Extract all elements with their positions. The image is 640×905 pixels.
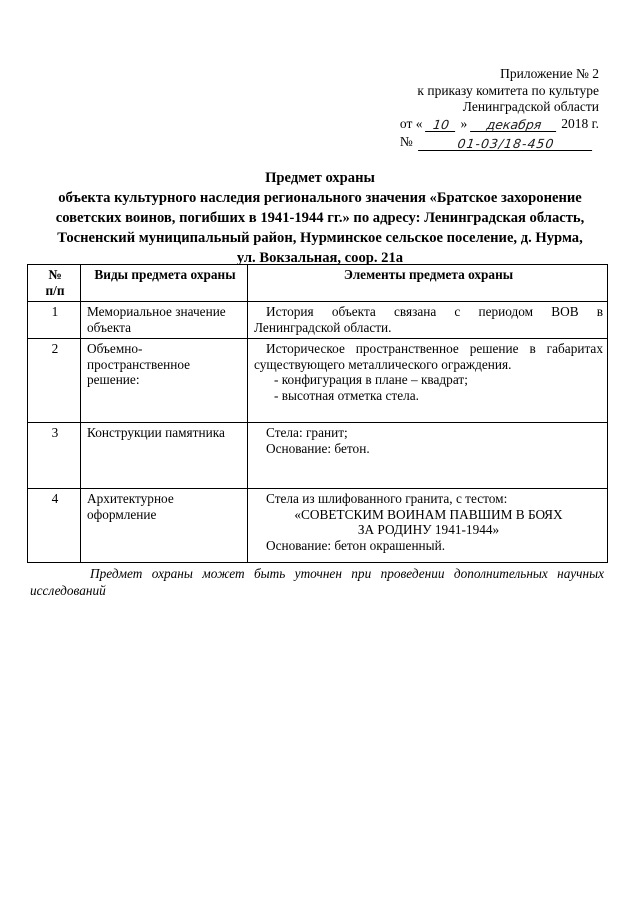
row-elements: Стела: гранит; Основание: бетон. (248, 423, 608, 489)
date-mid: » (460, 115, 468, 131)
table-row (28, 423, 608, 489)
header-number: № п/п (28, 265, 81, 302)
row-kind: Мемориальное значение объекта (81, 302, 248, 339)
footnote (30, 565, 604, 599)
date-prefix: от « (399, 115, 423, 131)
row-elements: Историческое пространственное решение в габаритах существующего металлического ограждения. - конфигурация в плане – квадрат; - высотная отметка стела. (248, 339, 608, 423)
header-elements: Элементы предмета охраны (248, 265, 608, 302)
title-line-1: Предмет охраны (265, 170, 375, 186)
order-date (400, 116, 599, 133)
title-line-4: Тосненский муниципальный район, Нурминское сельское поселение, д. Нурма, (57, 230, 583, 246)
list-item: - высотная отметка стела. (254, 388, 603, 404)
row-kind: Конструкции памятника (81, 423, 248, 489)
title-line-3: советских воинов, погибших в 1941-1944 гг.» по адресу: Ленинградская область, (55, 210, 585, 226)
row-kind: Архитектурное оформление (81, 489, 248, 563)
row-elements: Стела из шлифованного гранита, с тестом: «СОВЕТСКИМ ВОИНАМ ПАВШИМ В БОЯХ ЗА РОДИНУ 1941-1944» Основание: бетон окрашенный. (248, 489, 608, 563)
appendix-header (400, 66, 599, 151)
table-header-row (28, 265, 608, 302)
row-number: 3 (28, 423, 81, 489)
footnote-text: Предмет охраны может быть уточнен при проведении дополнительных научных исследований (30, 566, 604, 598)
row-elements: История объекта связана с периодом ВОВ в Ленинградской области. (248, 302, 608, 339)
date-month-handwritten: декабря (470, 118, 558, 132)
date-day-handwritten: 10 (426, 118, 458, 132)
document-title (40, 168, 600, 268)
row-number: 1 (28, 302, 81, 339)
table-row (28, 339, 608, 423)
list-item: - конфигурация в плане – квадрат; (254, 372, 603, 388)
row-kind: Объемно-пространственное решение: (81, 339, 248, 423)
inscription-line-1: «СОВЕТСКИМ ВОИНАМ ПАВШИМ В БОЯХ (294, 506, 563, 522)
row-number: 4 (28, 489, 81, 563)
number-prefix: № (399, 134, 413, 149)
appendix-number: Приложение № 2 (500, 66, 599, 81)
row-number: 2 (28, 339, 81, 423)
header-kind: Виды предмета охраны (81, 265, 248, 302)
order-reference: к приказу комитета по культуре (417, 82, 599, 98)
protection-table (27, 264, 608, 563)
table-row (28, 302, 608, 339)
inscription-line-2: ЗА РОДИНУ 1941-1944» (357, 522, 500, 537)
table-row (28, 489, 608, 563)
order-number-handwritten: 01-03/18-450 (418, 137, 594, 151)
region-name: Ленинградской области (462, 99, 599, 114)
title-line-5: ул. Вокзальная, соор. 21а (236, 250, 404, 266)
date-year: 2018 г. (561, 115, 599, 131)
title-line-2: объекта культурного наследия регионального значения «Братское захоронение (58, 190, 582, 206)
order-number (400, 132, 599, 151)
